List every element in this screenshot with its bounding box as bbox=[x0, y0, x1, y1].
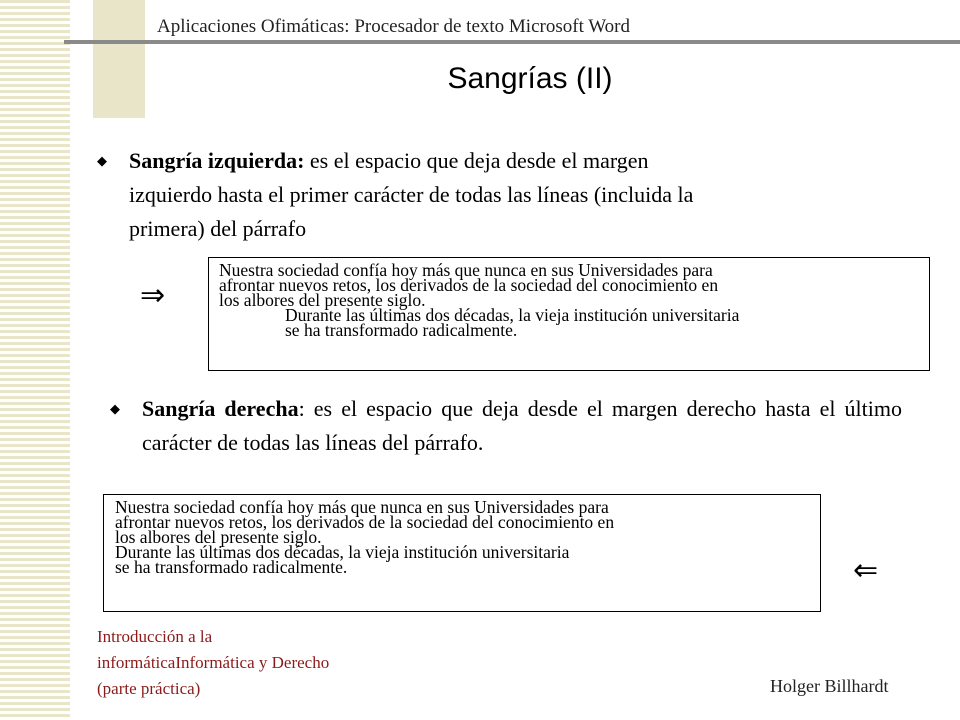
bullet-right-indent-text bbox=[110, 392, 902, 460]
box2-line2: afrontar nuevos retos, los derivados de la sociedad del conocimiento en bbox=[115, 512, 615, 532]
example-box-left-indent bbox=[208, 257, 930, 371]
bullet-left-indent-text bbox=[97, 144, 917, 246]
header-rule bbox=[64, 40, 960, 44]
arrow-left-icon: ⇐ bbox=[853, 553, 879, 588]
bullet-left-indent bbox=[97, 144, 917, 246]
footer-course bbox=[97, 624, 329, 702]
footer-course-line2: informáticaInformática y Derecho bbox=[97, 653, 330, 672]
box1-line5: se ha transformado radicalmente. bbox=[285, 320, 518, 340]
diamond-bullet-icon: ◆ bbox=[97, 153, 107, 168]
box1-line4: Durante las últimas dos décadas, la vieja institución universitaria bbox=[285, 305, 740, 325]
bullet1-line1: es el espacio que deja desde el margen bbox=[304, 148, 649, 173]
footer-course-line1: Introducción a la bbox=[97, 627, 213, 646]
footer-author: Holger Billhardt bbox=[770, 676, 889, 696]
term-right-indent: Sangría derecha bbox=[142, 396, 299, 421]
box1-line1: Nuestra sociedad confía hoy más que nunca en sus Universidades para bbox=[219, 260, 713, 280]
decorative-stripe-band bbox=[0, 0, 70, 720]
bullet1-line2: izquierdo hasta el primer carácter de todas las líneas (incluida la bbox=[129, 182, 694, 207]
footer-course-line3: (parte práctica) bbox=[97, 679, 201, 698]
box1-line2: afrontar nuevos retos, los derivados de la sociedad del conocimiento en bbox=[219, 275, 719, 295]
slide-title: Sangrías (II) bbox=[447, 62, 613, 95]
bullet2-line2: derecho hasta el último carácter de todas las líneas del párrafo. bbox=[142, 396, 903, 455]
header-text: Aplicaciones Ofimáticas: Procesador de texto Microsoft Word bbox=[157, 16, 630, 37]
example-box-right-indent bbox=[103, 494, 821, 612]
box2-line3: los albores del presente siglo. bbox=[115, 527, 322, 547]
term-left-indent: Sangría izquierda: bbox=[129, 148, 305, 173]
bullet-right-indent bbox=[110, 392, 902, 460]
box2-line5: se ha transformado radicalmente. bbox=[115, 557, 348, 577]
box2-line1: Nuestra sociedad confía hoy más que nunca en sus Universidades para bbox=[115, 497, 609, 517]
arrow-right-icon: ⇒ bbox=[140, 278, 166, 313]
box1-line3: los albores del presente siglo. bbox=[219, 290, 426, 310]
box2-line4: Durante las últimas dos décadas, la vieja institución universitaria bbox=[115, 542, 570, 562]
decorative-accent-block bbox=[93, 0, 145, 118]
diamond-bullet-icon: ◆ bbox=[110, 401, 120, 416]
bullet1-line3: primera) del párrafo bbox=[129, 216, 307, 241]
bullet2-line1: : es el espacio que deja desde el margen bbox=[298, 396, 678, 421]
